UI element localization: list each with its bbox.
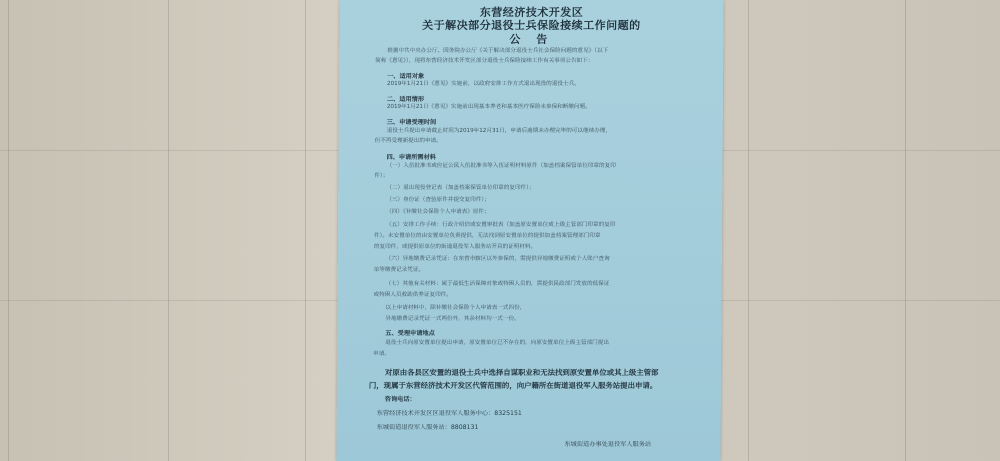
section-line: （二）退出现役登记表（加盖档案保管单位印章的复印件）； — [386, 185, 535, 191]
section-line: （三）身份证（查验原件并提交复印件）； — [386, 197, 490, 203]
section-heading: 二、适用情形 — [386, 96, 425, 103]
section-heading: 三、申请受理时间 — [386, 119, 437, 126]
notice-title-subject: 关于解决部分退役士兵保险接续工作问题的 — [422, 19, 641, 32]
notice-intro-line: 根据中共中央办公厅、国务院办公厅《关于解决部分退役士兵社会保险问题的意见》（以下 — [387, 48, 609, 54]
section-line: （七）其他有关材料：属于最低生活保障对象或特困人员的，需提供民政部门发放的低保证 — [385, 281, 610, 287]
contact-label: 咨询电话： — [384, 396, 416, 403]
notice-intro-line: 简称《意见》），现将东营经济技术开发区部分退役士兵保险接续工作有关事项公告如下： — [375, 58, 594, 64]
section-line: 单等缴费记录凭证。 — [373, 267, 425, 273]
contact-line: 东营经济技术开发区区退役军人服务中心：8325151 — [376, 410, 522, 417]
section-line: 以上申请材料中，除补缴社会保险个人申请表一式四份， — [385, 305, 526, 311]
section-heading: 五、受理申请地点 — [385, 330, 435, 337]
section-line: 2019年1月21日《意见》实施前出现基本养老和基本医疗保险未参保和断缴问题。 — [386, 104, 591, 110]
wall-tile-seam — [168, 0, 169, 461]
section-heading: 一、适用对象 — [387, 73, 425, 80]
section-line: 但不再受理新提出的申请。 — [374, 138, 442, 144]
section-line: 2019年1月21日《意见》实施前，以政府安排工作方式退出现役的退役士兵。 — [387, 81, 580, 87]
notice-issuer: 东城街道办事处退役军人服务站 — [564, 441, 652, 448]
section-line: 申请。 — [373, 351, 390, 357]
notice-paper — [336, 0, 723, 461]
section-line: 退役士兵提出申请截止时间为2019年12月31日，申请后逾期未办理完毕的可以继续办理， — [386, 128, 611, 134]
wall-tile-seam — [305, 0, 306, 461]
notice-bold-paragraph: 门，现属于东营经济技术开发区代管范围的，向户籍所在街道退役军人服务站提出申请。 — [368, 381, 658, 390]
section-line: （五）安排工作手续：行政介绍信或安置审批表（加盖原安置单位或上级主管部门印章的复印 — [386, 222, 616, 228]
section-line: 或特困人员救助供养证复印件。 — [373, 292, 452, 298]
section-line: 件）。未安置单位的由安置单位负责提供，无法找到原安置单位的提供加盖档案管理部门印章 — [373, 233, 601, 239]
wall-tile-seam — [748, 0, 749, 461]
wall-tile-seam — [905, 0, 906, 461]
section-line: （四）《补缴社会保险个人申请表》原件； — [386, 209, 490, 215]
section-line: （一）入伍批准书或应征公民入伍批准书等入伍证明材料原件（加盖档案保管单位印章的复印 — [386, 163, 616, 169]
section-line: （六）异地缴费记录凭证：在东营市辖区以外参保的，需提供异地缴费证明或个人账户查询 — [385, 256, 610, 262]
section-line: 退役士兵向原安置单位提出申请，原安置单位已不存在的，向原安置单位上级主管部门提出 — [385, 340, 610, 346]
notice-title-org: 东营经济技术开发区 — [479, 6, 584, 19]
notice-bold-paragraph: 对原由各县区安置的退役士兵中选择自谋职业和无法找到原安置单位或其上级主管部 — [384, 368, 659, 377]
section-line: 异地缴费记录凭证一式两份外，其余材料均一式一份。 — [385, 316, 520, 322]
section-heading: 四、申请所需材料 — [386, 154, 437, 161]
section-line: 的复印件，或提供原单位的街道退役军人服务站开具的证明材料。 — [373, 244, 537, 250]
wall-tile-seam — [8, 0, 9, 461]
section-line: 件）； — [374, 173, 389, 179]
notice-title-kind: 公 告 — [509, 33, 554, 46]
contact-line: 东城街道退役军人服务站：8808131 — [376, 424, 479, 431]
